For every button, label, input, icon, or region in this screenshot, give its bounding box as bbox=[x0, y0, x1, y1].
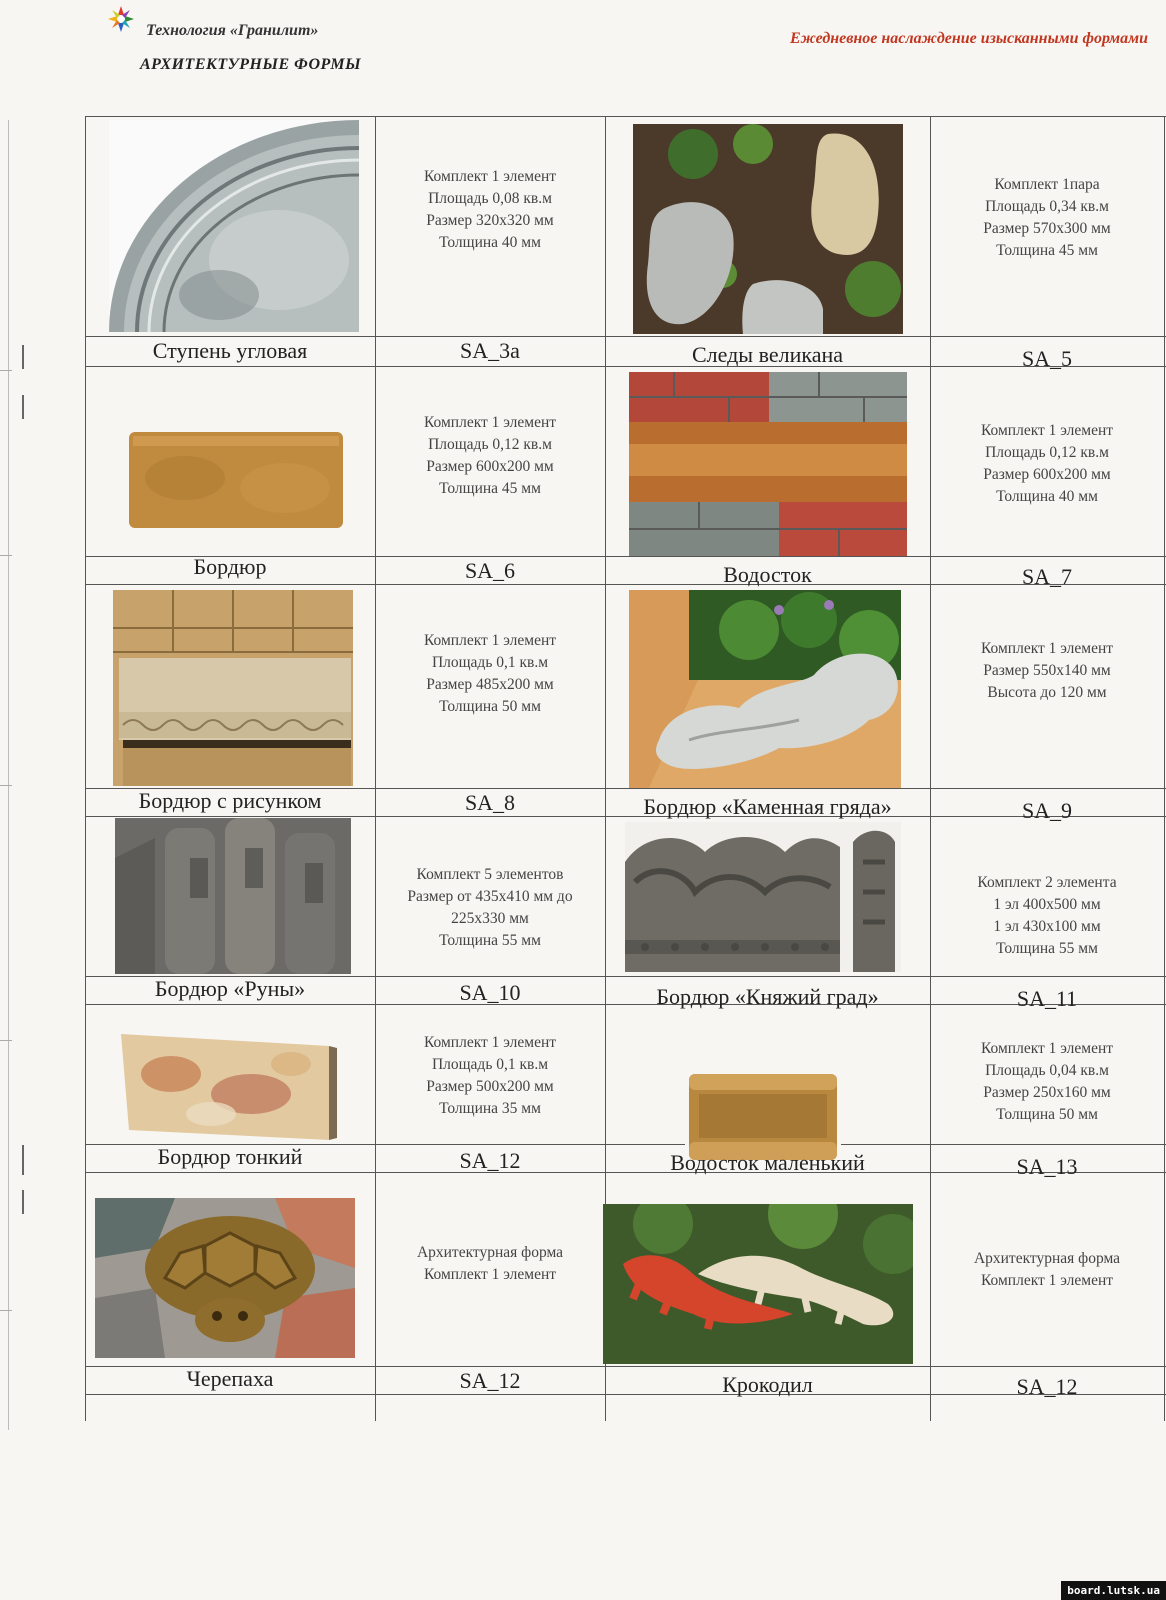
product-code: SA_8 bbox=[464, 790, 516, 815]
product-name: Бордюр тонкий bbox=[157, 1144, 303, 1169]
slogan: Ежедневное наслаждение изысканными формами bbox=[789, 30, 1148, 47]
product-name: Бордюр с рисунком bbox=[138, 788, 322, 813]
spec-line: Высота до 120 мм bbox=[987, 684, 1107, 701]
table-rule bbox=[85, 116, 86, 1421]
binding-mark bbox=[22, 1145, 24, 1175]
crocodile-photo bbox=[603, 1204, 913, 1364]
spec-line: Комплект 1 элемент bbox=[423, 168, 557, 185]
corner-step-photo bbox=[109, 120, 359, 332]
binding-mark bbox=[22, 395, 24, 419]
drain-photo bbox=[629, 372, 907, 556]
thin-curb-photo bbox=[121, 1034, 343, 1140]
table-rule bbox=[375, 116, 376, 1421]
granilit-logo-icon bbox=[106, 4, 136, 34]
spec-line: Комплект 1 элемент bbox=[980, 1040, 1114, 1057]
table-rule bbox=[85, 116, 1166, 117]
spec-line: Толщина 35 мм bbox=[439, 1100, 541, 1117]
spec-line: Комплект 1 элемент bbox=[423, 1034, 557, 1051]
spec-line: Комплект 1 элемент bbox=[980, 640, 1114, 657]
spec-line: Комплект 1 элемент bbox=[423, 1266, 557, 1283]
binding-mark bbox=[22, 345, 24, 369]
spec-line: Комплект 2 элемента bbox=[977, 874, 1117, 891]
product-code: SA_7 bbox=[1021, 564, 1073, 589]
edge-tick bbox=[0, 1040, 12, 1041]
catalog-table bbox=[85, 116, 1166, 1421]
edge-tick bbox=[0, 785, 12, 786]
spec-line: Размер 500х200 мм bbox=[426, 1078, 554, 1095]
product-name: Крокодил bbox=[722, 1372, 813, 1397]
spec-line: Толщина 50 мм bbox=[996, 1106, 1098, 1123]
binding-mark bbox=[22, 1190, 24, 1214]
spec-line: Толщина 45 мм bbox=[996, 242, 1098, 259]
stone-ridge-curb-photo bbox=[629, 590, 901, 788]
product-code: SA_5 bbox=[1021, 346, 1073, 371]
edge-tick bbox=[0, 370, 12, 371]
spec-line: Площадь 0,04 кв.м bbox=[985, 1062, 1109, 1079]
spec-line: Комплект 1 элемент bbox=[980, 422, 1114, 439]
product-code: SA_11 bbox=[1016, 986, 1078, 1011]
product-code: SA_3a bbox=[460, 338, 520, 363]
product-name: Водосток bbox=[723, 562, 812, 587]
table-rule bbox=[85, 336, 1166, 337]
section-title: АРХИТЕКТУРНЫЕ ФОРМЫ bbox=[140, 56, 362, 73]
spec-block bbox=[930, 1038, 1164, 1126]
spec-block bbox=[930, 420, 1164, 508]
spec-line: Размер 600х200 мм bbox=[426, 458, 554, 475]
spec-line: Толщина 55 мм bbox=[996, 940, 1098, 957]
spec-line: Комплект 1пара bbox=[994, 176, 1100, 193]
product-code: SA_12 bbox=[1016, 1374, 1078, 1399]
spec-block bbox=[930, 638, 1164, 704]
spec-line: 1 эл 400х500 мм bbox=[993, 896, 1101, 913]
product-code: SA_12 bbox=[459, 1368, 521, 1393]
product-name: Бордюр «Каменная гряда» bbox=[643, 794, 892, 819]
spec-line: Площадь 0,1 кв.м bbox=[431, 1056, 549, 1073]
product-name: Бордюр bbox=[193, 554, 267, 579]
page-edge bbox=[0, 120, 9, 1430]
spec-line: Площадь 0,1 кв.м bbox=[431, 654, 549, 671]
runes-curb-photo bbox=[115, 818, 351, 974]
spec-line: Размер 550х140 мм bbox=[983, 662, 1111, 679]
spec-line: Размер от 435х410 мм до bbox=[407, 888, 573, 905]
giant-footprints-photo bbox=[633, 124, 903, 334]
spec-block bbox=[375, 166, 605, 254]
product-name: Бордюр «Руны» bbox=[154, 976, 306, 1001]
product-name: Черепаха bbox=[186, 1366, 274, 1391]
spec-line: 1 эл 430х100 мм bbox=[993, 918, 1101, 935]
edge-tick bbox=[0, 555, 12, 556]
product-name: Следы великана bbox=[691, 342, 844, 367]
product-code: SA_12 bbox=[459, 1148, 521, 1173]
watermark: board.lutsk.ua bbox=[1061, 1581, 1166, 1600]
spec-line: Размер 320х320 мм bbox=[426, 212, 554, 229]
turtle-photo bbox=[95, 1198, 355, 1358]
product-code: SA_9 bbox=[1021, 798, 1073, 823]
spec-line: Толщина 40 мм bbox=[996, 488, 1098, 505]
spec-block bbox=[375, 630, 605, 718]
product-name: Бордюр «Княжий град» bbox=[656, 984, 879, 1009]
spec-line: Архитектурная форма bbox=[416, 1244, 564, 1261]
spec-line: Площадь 0,12 кв.м bbox=[985, 444, 1109, 461]
spec-block bbox=[930, 872, 1164, 960]
spec-line: Толщина 50 мм bbox=[439, 698, 541, 715]
product-code: SA_6 bbox=[464, 558, 516, 583]
spec-line: 225х330 мм bbox=[451, 910, 529, 927]
spec-line: Толщина 40 мм bbox=[439, 234, 541, 251]
spec-line: Размер 485х200 мм bbox=[426, 676, 554, 693]
spec-line: Комплект 1 элемент bbox=[980, 1272, 1114, 1289]
spec-block bbox=[375, 412, 605, 500]
spec-line: Площадь 0,12 кв.м bbox=[428, 436, 552, 453]
spec-line: Комплект 1 элемент bbox=[423, 632, 557, 649]
spec-block bbox=[375, 1242, 605, 1286]
princely-city-curb-photo bbox=[625, 822, 901, 972]
brand-name: Технология «Гранилит» bbox=[146, 22, 319, 39]
spec-line: Комплект 5 элементов bbox=[416, 866, 564, 883]
spec-line: Комплект 1 элемент bbox=[423, 414, 557, 431]
spec-block bbox=[930, 1248, 1164, 1292]
spec-line: Размер 250х160 мм bbox=[983, 1084, 1111, 1101]
product-name: Водосток маленький bbox=[670, 1150, 865, 1175]
table-rule bbox=[1164, 116, 1165, 1421]
spec-block bbox=[375, 864, 605, 952]
spec-block bbox=[930, 174, 1164, 262]
spec-line: Толщина 55 мм bbox=[439, 932, 541, 949]
spec-line: Толщина 45 мм bbox=[439, 480, 541, 497]
product-name: Ступень угловая bbox=[152, 338, 308, 363]
product-code: SA_10 bbox=[459, 980, 521, 1005]
table-rule bbox=[930, 116, 931, 1421]
spec-line: Площадь 0,34 кв.м bbox=[985, 198, 1109, 215]
spec-block bbox=[375, 1032, 605, 1120]
spec-line: Архитектурная форма bbox=[973, 1250, 1121, 1267]
product-code: SA_13 bbox=[1016, 1154, 1078, 1179]
spec-line: Размер 600х200 мм bbox=[983, 466, 1111, 483]
spec-line: Размер 570х300 мм bbox=[983, 220, 1111, 237]
curb-photo bbox=[125, 428, 347, 532]
patterned-curb-photo bbox=[113, 590, 353, 786]
edge-tick bbox=[0, 1310, 12, 1311]
spec-line: Площадь 0,08 кв.м bbox=[428, 190, 552, 207]
